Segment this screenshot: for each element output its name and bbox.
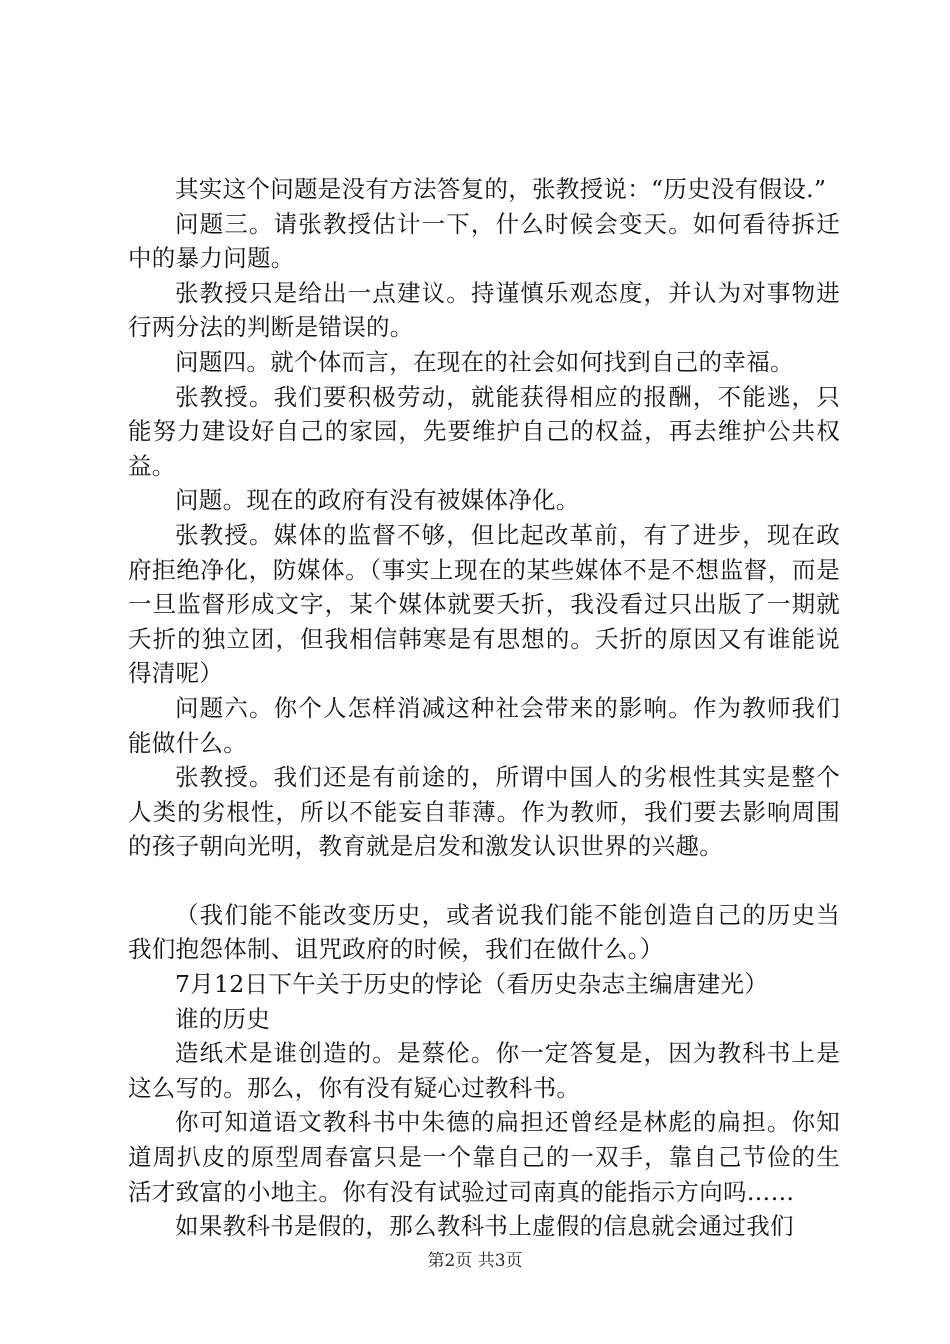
paragraph: 7月12日下午关于历史的悖论（看历史杂志主编唐建光） — [175, 970, 769, 999]
paragraph: 张教授只是给出一点建议。持谨慎乐观态度，并认为对事物进行两分法的判断是错误的。 — [128, 278, 840, 342]
page-number-footer: 第2页 共3页 — [427, 1251, 523, 1271]
paragraph: 问题三。请张教授估计一下，什么时候会变天。如何看待拆迁中的暴力问题。 — [128, 209, 840, 273]
paragraph: 问题。现在的政府有没有被媒体净化。 — [175, 486, 580, 515]
paragraph: 问题六。你个人怎样消减这种社会带来的影响。作为教师我们能做什么。 — [128, 693, 840, 757]
document-body — [128, 172, 840, 1244]
paragraph-gap — [128, 864, 840, 898]
paragraph: 造纸术是谁创造的。是蔡伦。你一定答复是，因为教科书上是这么写的。那么，你有没有疑心过教科书。 — [128, 1039, 840, 1102]
paragraph: 问题四。就个体而言，在现在的社会如何找到自己的幸福。 — [175, 347, 794, 376]
paragraph: 张教授。我们要积极劳动，就能获得相应的报酬，不能逃，只能努力建设好自己的家园，先要维护自己的权益，再去维护公共权益。 — [128, 382, 840, 480]
paragraph: 你可知道语文教科书中朱德的扁担还曾经是林彪的扁担。你知道周扒皮的原型周春富只是一个靠自己的一双手，靠自己节俭的生活才致富的小地主。你有没有试验过司南真的能指示方向吗…… — [128, 1108, 840, 1206]
paragraph: 如果教科书是假的，那么教科书上虚假的信息就会通过我们 — [175, 1212, 794, 1241]
section-heading: 谁的历史 — [175, 1004, 271, 1033]
paragraph: （我们能不能改变历史，或者说我们能不能创造自己的历史当我们抱怨体制、诅咒政府的时候，我们在做什么。） — [128, 900, 840, 964]
paragraph: 张教授。我们还是有前途的，所谓中国人的劣根性其实是整个人类的劣根性，所以不能妄自菲薄。作为教师，我们要去影响周围的孩子朝向光明，教育就是启发和激发认识世界的兴趣。 — [128, 763, 840, 861]
paragraph: 张教授。媒体的监督不够，但比起改革前，有了进步，现在政府拒绝净化，防媒体。（事实上现在的某些媒体不是不想监督，而是一旦监督形成文字，某个媒体就要夭折，我没看过只出版了一期就夭折的独立团，但我相信韩寒是有思想的。夭折的原因又有谁能说得清呢） — [128, 520, 840, 688]
paragraph: 其实这个问题是没有方法答复的，张教授说：“历史没有假设.” — [175, 175, 827, 203]
